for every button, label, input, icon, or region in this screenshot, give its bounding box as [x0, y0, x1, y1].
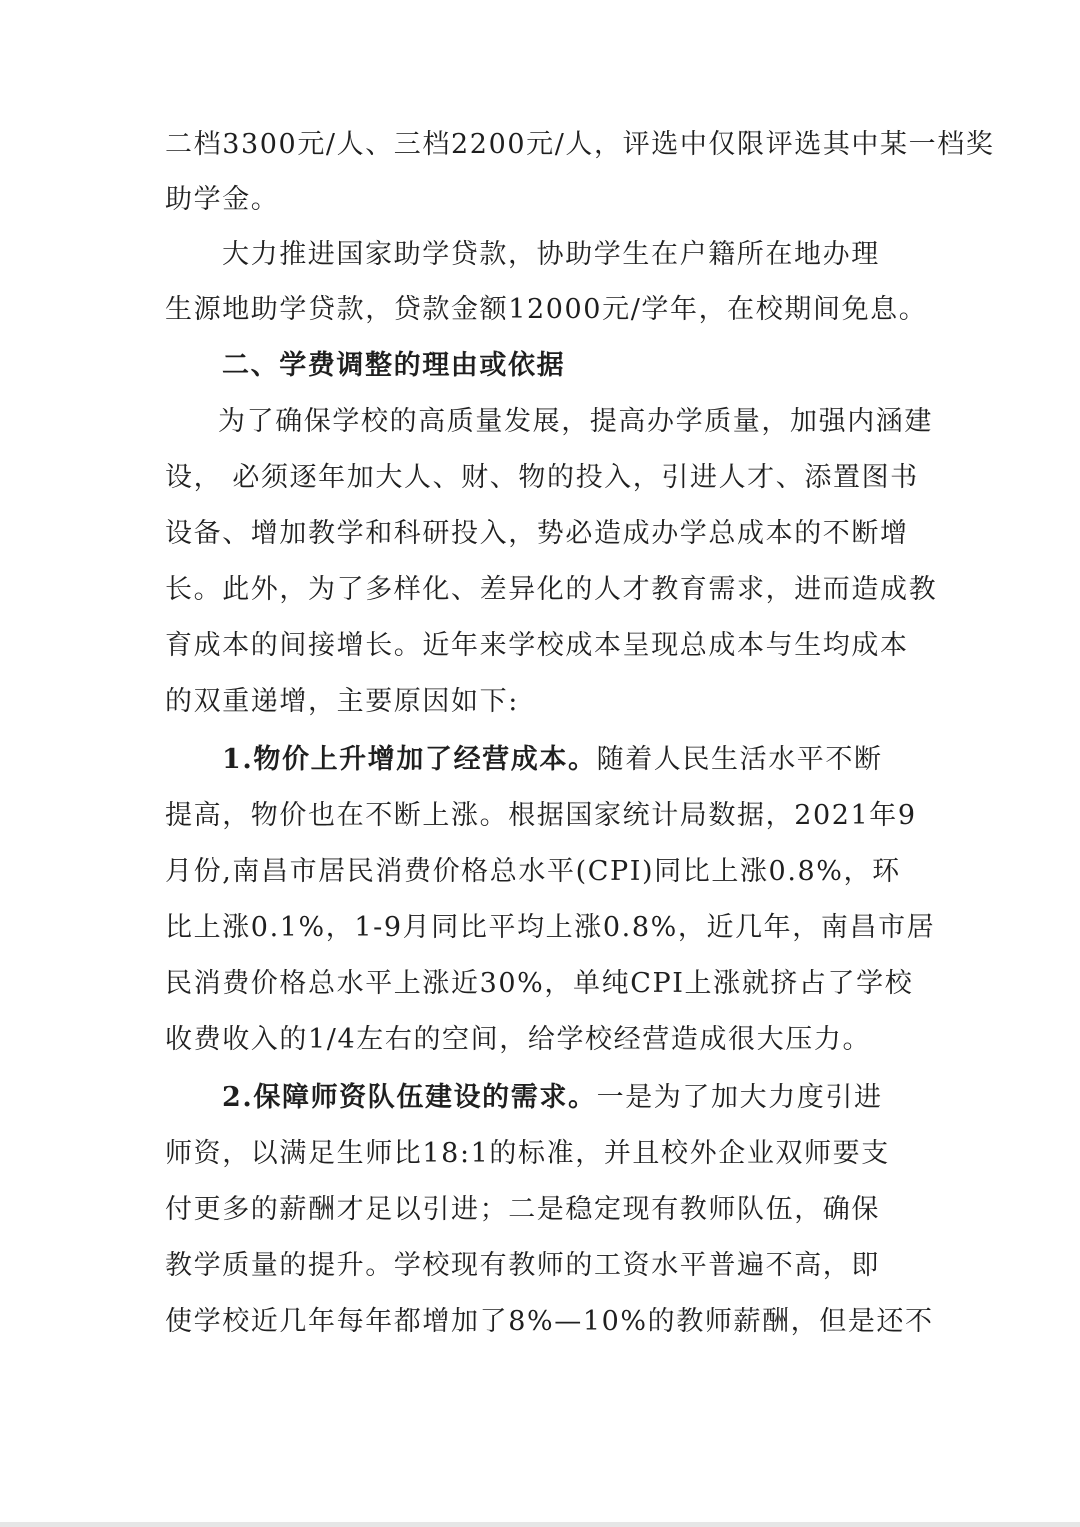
text-line: 助学金。 — [165, 184, 280, 215]
section-heading: 二、学费调整的理由或依据 — [222, 350, 566, 381]
text-line: 月份,南昌市居民消费价格总水平(CPI)同比上涨0.8%，环 — [165, 856, 901, 887]
text-line: 使学校近几年每年都增加了8%—10%的教师薪酬，但是还不 — [165, 1306, 934, 1337]
text-line: 的双重递增，主要原因如下: — [165, 686, 519, 717]
text-line: 长。此外，为了多样化、差异化的人才教育需求，进而造成教 — [165, 574, 938, 605]
text-line: 提高，物价也在不断上涨。根据国家统计局数据，2021年9 — [165, 800, 917, 831]
text-line: 比上涨0.1%，1-9月同比平均上涨0.8%，近几年，南昌市居 — [165, 912, 936, 943]
text-line: 生源地助学贷款，贷款金额12000元/学年，在校期间免息。 — [165, 294, 928, 325]
text-line: 二档3300元/人、三档2200元/人，评选中仅限评选其中某一档奖 — [165, 129, 995, 160]
text-line: 教学质量的提升。学校现有教师的工资水平普遍不高，即 — [165, 1250, 880, 1281]
text-line: 设备、增加教学和科研投入，势必造成办学总成本的不断增 — [165, 518, 909, 549]
text-line: 设， 必须逐年加大人、财、物的投入，引进人才、添置图书 — [165, 462, 919, 493]
text-line: 大力推进国家助学贷款，协助学生在户籍所在地办理 — [222, 239, 880, 270]
text-line: 育成本的间接增长。近年来学校成本呈现总成本与生均成本 — [165, 630, 909, 661]
numbered-item-heading: 1.物价上升增加了经营成本。 — [222, 744, 597, 775]
text-run: 随着人民生活水平不断 — [596, 744, 883, 775]
text-line: 付更多的薪酬才足以引进；二是稳定现有教师队伍，确保 — [165, 1194, 880, 1225]
numbered-paragraph-line — [222, 740, 883, 780]
text-line: 为了确保学校的高质量发展，提高办学质量，加强内涵建 — [218, 406, 933, 437]
text-run: 一是为了加大力度引进 — [596, 1082, 883, 1113]
numbered-item-heading: 2.保障师资队伍建设的需求。 — [222, 1082, 597, 1113]
text-line: 师资，以满足生师比18:1的标准，并且校外企业双师要支 — [165, 1138, 890, 1169]
page-bottom-edge — [0, 1522, 1080, 1527]
text-line: 民消费价格总水平上涨近30%，单纯CPI上涨就挤占了学校 — [165, 968, 914, 999]
numbered-paragraph-line — [222, 1078, 883, 1118]
text-line: 收费收入的1/4左右的空间，给学校经营造成很大压力。 — [165, 1024, 872, 1055]
